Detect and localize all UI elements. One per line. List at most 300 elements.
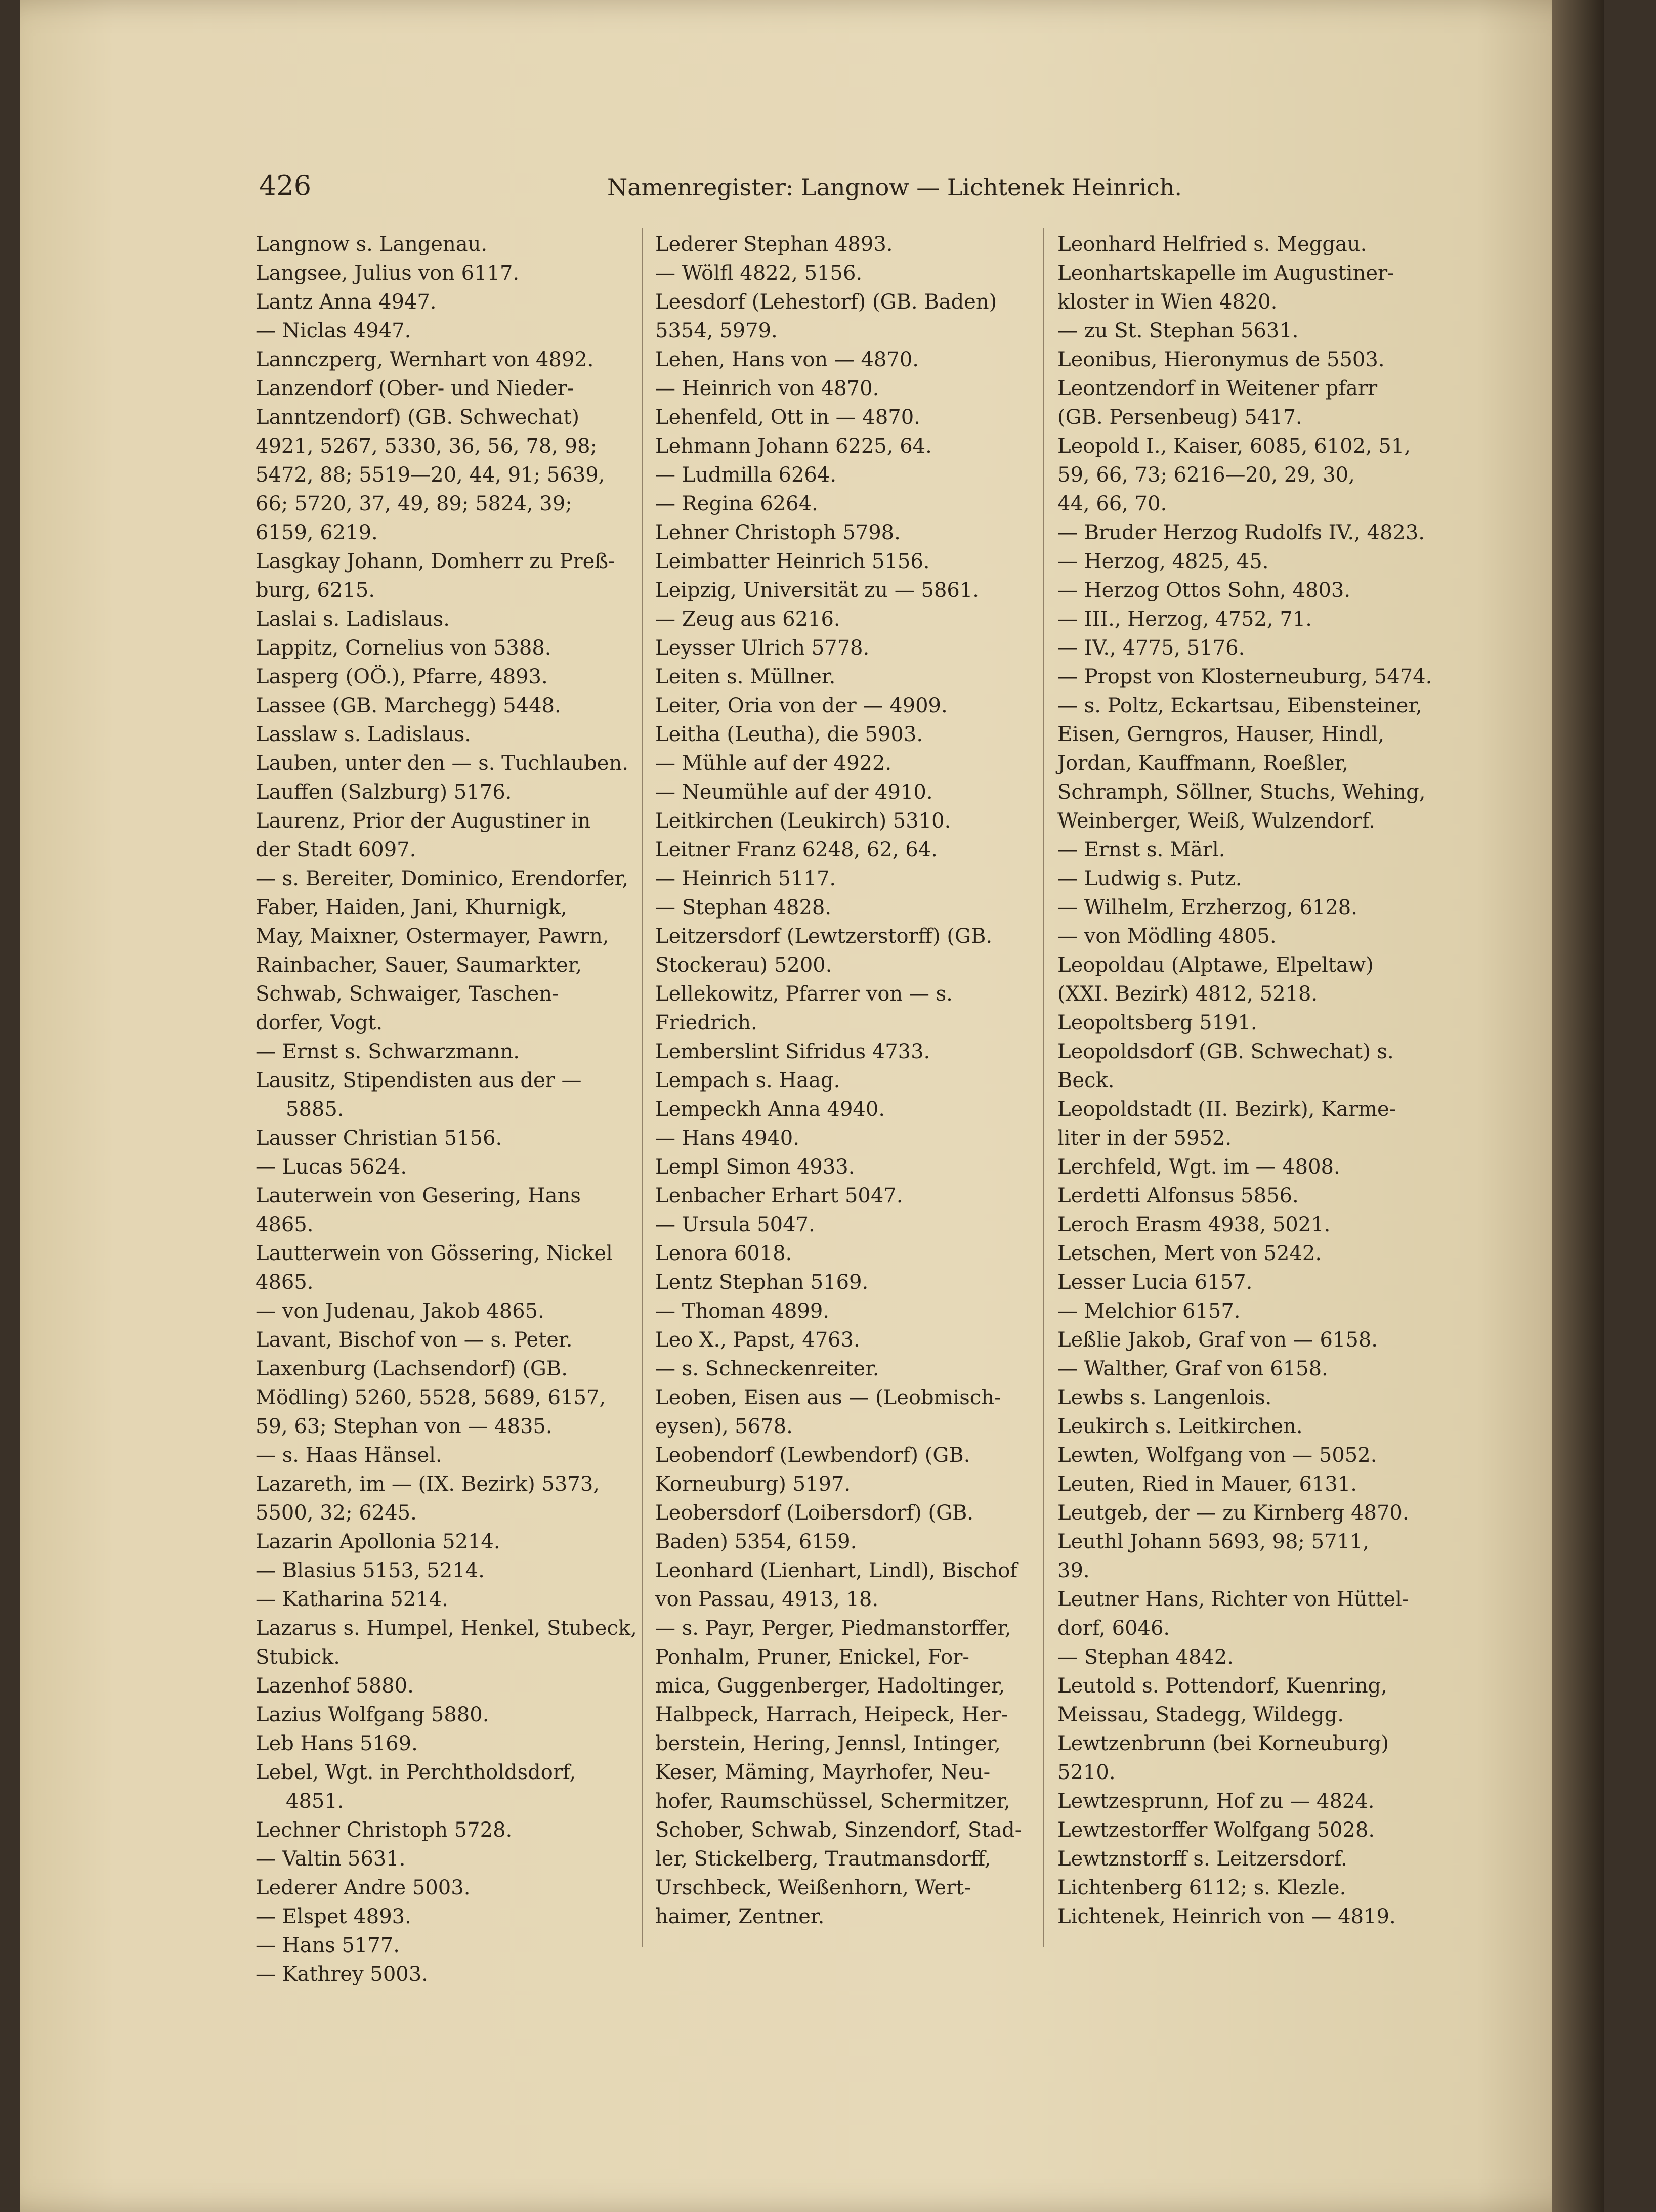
index-entry xyxy=(256,1239,640,1297)
entry-line: Leonhard Helfried s. Meggau. xyxy=(1057,233,1367,256)
entry-line: 6159, 6219. xyxy=(256,521,378,544)
entry-line: Lenbacher Erhart 5047. xyxy=(655,1184,903,1207)
index-entry xyxy=(1057,1585,1442,1643)
entry-line: — Lucas 5624. xyxy=(256,1155,407,1179)
index-entry xyxy=(655,1268,1040,1297)
entry-line: Schramph, Söllner, Stuchs, Wehing, xyxy=(1057,780,1426,804)
index-entry xyxy=(256,345,640,374)
index-entry xyxy=(256,605,640,634)
index-entry xyxy=(655,1239,1040,1268)
index-entry xyxy=(256,374,640,547)
entry-line: Lavant, Bischof von — s. Peter. xyxy=(256,1328,573,1352)
index-column-1 xyxy=(256,230,640,1989)
entry-line: — Elspet 4893. xyxy=(256,1905,411,1928)
entry-line: Lerchfeld, Wgt. im — 4808. xyxy=(1057,1155,1340,1179)
index-entry xyxy=(655,1326,1040,1355)
column-rule xyxy=(1043,228,1044,1947)
index-entry xyxy=(655,230,1040,259)
entry-line: — Wölfl 4822, 5156. xyxy=(655,262,863,285)
index-entry xyxy=(256,288,640,317)
entry-line: Leuten, Ried in Mauer, 6131. xyxy=(1057,1472,1357,1496)
entry-line: Laurenz, Prior der Augustiner in xyxy=(256,809,591,833)
entry-line: 4865. xyxy=(256,1271,314,1294)
entry-line: — Ursula 5047. xyxy=(655,1213,815,1236)
entry-line: Lempeckh Anna 4940. xyxy=(655,1098,885,1121)
entry-line: Keser, Mäming, Mayrhofer, Neu- xyxy=(655,1761,991,1784)
entry-line: Lewtzesprunn, Hof zu — 4824. xyxy=(1057,1790,1375,1813)
entry-line: May, Maixner, Ostermayer, Pawrn, xyxy=(256,925,609,948)
entry-line: Lauterwein von Gesering, Hans xyxy=(256,1184,581,1207)
index-entry xyxy=(655,1037,1040,1066)
entry-line: 59, 63; Stephan von — 4835. xyxy=(256,1415,553,1438)
index-entry xyxy=(1057,576,1442,605)
entry-line: Lausser Christian 5156. xyxy=(256,1126,502,1150)
index-entry xyxy=(256,1182,640,1239)
entry-line: Faber, Haiden, Jani, Khurnigk, xyxy=(256,896,567,919)
index-entry xyxy=(1057,1326,1442,1355)
entry-line: Leipzig, Universität zu — 5861. xyxy=(655,579,979,602)
index-entry xyxy=(1057,1297,1442,1326)
index-entry xyxy=(256,1672,640,1701)
index-entry xyxy=(655,864,1040,893)
index-entry xyxy=(256,1960,640,1989)
entry-line: Lichtenberg 6112; s. Klezle. xyxy=(1057,1876,1346,1899)
entry-line: Stockerau) 5200. xyxy=(655,953,832,977)
index-entry xyxy=(655,663,1040,691)
index-entry xyxy=(256,230,640,259)
index-entry xyxy=(256,547,640,605)
entry-line: Lempl Simon 4933. xyxy=(655,1155,855,1179)
entry-line: Rainbacher, Sauer, Saumarkter, xyxy=(256,953,582,977)
entry-line: (XXI. Bezirk) 4812, 5218. xyxy=(1057,982,1318,1006)
entry-line: — III., Herzog, 4752, 71. xyxy=(1057,608,1312,631)
index-entry xyxy=(1057,1787,1442,1816)
index-entry xyxy=(1057,922,1442,951)
entry-line: — Hans 4940. xyxy=(655,1126,799,1150)
entry-line: Lazarin Apollonia 5214. xyxy=(256,1530,500,1553)
entry-line: Lassee (GB. Marchegg) 5448. xyxy=(256,694,561,717)
entry-line: — Kathrey 5003. xyxy=(256,1963,428,1986)
index-entry xyxy=(655,374,1040,403)
entry-line: Lazareth, im — (IX. Bezirk) 5373, xyxy=(256,1472,600,1496)
entry-line: Lewtznstorff s. Leitzersdorf. xyxy=(1057,1847,1347,1871)
index-entry xyxy=(1057,1499,1442,1528)
index-entry xyxy=(1057,605,1442,634)
entry-line: — Hans 5177. xyxy=(256,1934,400,1957)
entry-line: — Propst von Klosterneuburg, 5474. xyxy=(1057,665,1432,688)
index-entry xyxy=(256,1729,640,1758)
entry-line: (GB. Persenbeug) 5417. xyxy=(1057,406,1302,429)
entry-line: — von Mödling 4805. xyxy=(1057,925,1277,948)
entry-line: Leimbatter Heinrich 5156. xyxy=(655,550,930,573)
entry-line: mica, Guggenberger, Hadoltinger, xyxy=(655,1674,1005,1698)
index-entry xyxy=(655,518,1040,547)
index-entry xyxy=(256,1326,640,1355)
index-entry xyxy=(1057,1239,1442,1268)
index-entry xyxy=(655,836,1040,864)
entry-line: Lewtzestorffer Wolfgang 5028. xyxy=(1057,1818,1375,1842)
entry-line: — s. Poltz, Eckartsau, Eibensteiner, xyxy=(1057,694,1422,717)
index-entry xyxy=(256,1037,640,1066)
index-entry xyxy=(256,864,640,1037)
entry-line: liter in der 5952. xyxy=(1057,1126,1232,1150)
index-entry xyxy=(655,403,1040,432)
entry-line: Lewten, Wolfgang von — 5052. xyxy=(1057,1444,1377,1467)
index-entry xyxy=(1057,634,1442,663)
entry-line: Leitzersdorf (Lewtzerstorff) (GB. xyxy=(655,925,993,948)
entry-line: Leobersdorf (Loibersdorf) (GB. xyxy=(655,1501,974,1525)
entry-line: 4865. xyxy=(256,1213,314,1236)
entry-line: Lazius Wolfgang 5880. xyxy=(256,1703,489,1726)
entry-line: — Walther, Graf von 6158. xyxy=(1057,1357,1328,1380)
entry-line: ler, Stickelberg, Trautmansdorff, xyxy=(655,1847,991,1871)
index-entry xyxy=(1057,1470,1442,1499)
entry-line: — Zeug aus 6216. xyxy=(655,608,840,631)
index-entry xyxy=(655,432,1040,461)
index-entry xyxy=(655,778,1040,807)
entry-line: Laxenburg (Lachsendorf) (GB. xyxy=(256,1357,568,1380)
entry-line: Leb Hans 5169. xyxy=(256,1732,418,1755)
entry-line: — Herzog, 4825, 45. xyxy=(1057,550,1269,573)
entry-line: Leonhard (Lienhart, Lindl), Bischof xyxy=(655,1559,1018,1582)
index-entry xyxy=(256,691,640,720)
entry-line: — Bruder Herzog Rudolfs IV., 4823. xyxy=(1057,521,1425,544)
index-entry xyxy=(1057,951,1442,1009)
entry-line: Lehner Christoph 5798. xyxy=(655,521,901,544)
entry-line: Leysser Ulrich 5778. xyxy=(655,636,870,660)
index-entry xyxy=(256,1758,640,1816)
entry-line: — Ludmilla 6264. xyxy=(655,463,837,487)
entry-line: berstein, Hering, Jennsl, Intinger, xyxy=(655,1732,1001,1755)
entry-line: Leutgeb, der — zu Kirnberg 4870. xyxy=(1057,1501,1409,1525)
index-entry xyxy=(256,749,640,778)
entry-line: Lehenfeld, Ott in — 4870. xyxy=(655,406,920,429)
entry-line: — Ernst s. Märl. xyxy=(1057,838,1225,861)
entry-line: Leopoldau (Alptawe, Elpeltaw) xyxy=(1057,953,1374,977)
index-entry xyxy=(655,605,1040,634)
index-column-2 xyxy=(655,230,1040,1931)
entry-line: — Herzog Ottos Sohn, 4803. xyxy=(1057,579,1351,602)
entry-line: Jordan, Kauffmann, Roeßler, xyxy=(1057,752,1349,775)
entry-line: — IV., 4775, 5176. xyxy=(1057,636,1245,660)
entry-line: — Niclas 4947. xyxy=(256,319,411,342)
entry-line: Leiten s. Müllner. xyxy=(655,665,836,688)
entry-line: — Ernst s. Schwarzmann. xyxy=(256,1040,520,1063)
index-entry xyxy=(1057,1009,1442,1037)
index-entry xyxy=(655,922,1040,980)
column-rule xyxy=(642,228,643,1947)
entry-line: — Thoman 4899. xyxy=(655,1299,830,1323)
entry-line: Leopold I., Kaiser, 6085, 6102, 51, xyxy=(1057,435,1411,458)
index-entry xyxy=(655,720,1040,749)
entry-line: 5500, 32; 6245. xyxy=(256,1501,417,1525)
index-entry xyxy=(1057,836,1442,864)
index-entry xyxy=(256,720,640,749)
entry-line: Langsee, Julius von 6117. xyxy=(256,262,520,285)
entry-line: Halbpeck, Harrach, Heipeck, Her- xyxy=(655,1703,1008,1726)
index-entry xyxy=(256,1297,640,1326)
page-header xyxy=(0,169,1656,215)
entry-line: Lazarus s. Humpel, Henkel, Stubeck, xyxy=(256,1617,637,1640)
index-entry xyxy=(1057,1268,1442,1297)
entry-line: Langnow s. Langenau. xyxy=(256,233,488,256)
index-entry xyxy=(655,1124,1040,1153)
entry-line: 5354, 5979. xyxy=(655,319,778,342)
index-entry xyxy=(1057,1528,1442,1585)
index-entry xyxy=(256,1528,640,1556)
index-entry xyxy=(1057,1643,1442,1672)
entry-line: Korneuburg) 5197. xyxy=(655,1472,851,1496)
entry-line: — zu St. Stephan 5631. xyxy=(1057,319,1299,342)
entry-line: Urschbeck, Weißenhorn, Wert- xyxy=(655,1876,971,1899)
entry-line: — Neumühle auf der 4910. xyxy=(655,780,933,804)
index-entry xyxy=(1057,1672,1442,1729)
entry-line: Leiter, Oria von der — 4909. xyxy=(655,694,948,717)
index-entry xyxy=(1057,432,1442,518)
entry-line: Leukirch s. Leitkirchen. xyxy=(1057,1415,1303,1438)
entry-line: — von Judenau, Jakob 4865. xyxy=(256,1299,544,1323)
entry-line: haimer, Zentner. xyxy=(655,1905,825,1928)
entry-line: Lenora 6018. xyxy=(655,1242,792,1265)
entry-line: Ponhalm, Pruner, Enickel, For- xyxy=(655,1645,969,1669)
entry-line: Mödling) 5260, 5528, 5689, 6157, xyxy=(256,1386,606,1409)
index-entry xyxy=(655,1556,1040,1614)
entry-line: Leopoldstadt (II. Bezirk), Karme- xyxy=(1057,1098,1396,1121)
entry-line: 44, 66, 70. xyxy=(1057,492,1167,515)
entry-line: Lanzendorf (Ober- und Nieder- xyxy=(256,377,574,400)
entry-line: Meissau, Stadegg, Wildegg. xyxy=(1057,1703,1344,1726)
index-entry xyxy=(655,749,1040,778)
index-entry xyxy=(1057,1902,1442,1931)
entry-line: kloster in Wien 4820. xyxy=(1057,290,1278,314)
index-entry xyxy=(1057,1845,1442,1874)
index-entry xyxy=(655,1441,1040,1499)
index-entry xyxy=(1057,1037,1442,1095)
entry-line: Lemberslint Sifridus 4733. xyxy=(655,1040,930,1063)
index-entry xyxy=(655,893,1040,922)
entry-line: — Stephan 4842. xyxy=(1057,1645,1234,1669)
entry-line: dorf, 6046. xyxy=(1057,1617,1170,1640)
entry-line: Leitner Franz 6248, 62, 64. xyxy=(655,838,938,861)
entry-line: — Heinrich von 4870. xyxy=(655,377,879,400)
index-entry xyxy=(655,1153,1040,1182)
index-entry xyxy=(655,259,1040,288)
index-entry xyxy=(1057,1816,1442,1845)
entry-line: Leutner Hans, Richter von Hüttel- xyxy=(1057,1588,1409,1611)
page-edge xyxy=(1552,0,1604,2212)
entry-line: Lederer Andre 5003. xyxy=(256,1876,471,1899)
entry-line: Schwab, Schwaiger, Taschen- xyxy=(256,982,559,1006)
entry-line: Leuthl Johann 5693, 98; 5711, xyxy=(1057,1530,1370,1553)
index-entry xyxy=(655,1095,1040,1124)
entry-line: 5210. xyxy=(1057,1761,1116,1784)
entry-line: Eisen, Gerngros, Hauser, Hindl, xyxy=(1057,723,1385,746)
entry-line: Leonibus, Hieronymus de 5503. xyxy=(1057,348,1385,371)
entry-line: Lautterwein von Gössering, Nickel xyxy=(256,1242,613,1265)
entry-line: Leontzendorf in Weitener pfarr xyxy=(1057,377,1378,400)
entry-line: — s. Schneckenreiter. xyxy=(655,1357,879,1380)
entry-line: Leopoltsberg 5191. xyxy=(1057,1011,1257,1034)
entry-line: Lehmann Johann 6225, 64. xyxy=(655,435,932,458)
entry-line: — Wilhelm, Erzherzog, 6128. xyxy=(1057,896,1357,919)
index-entry xyxy=(1057,1729,1442,1787)
entry-line: Lannczperg, Wernhart von 4892. xyxy=(256,348,594,371)
index-entry xyxy=(655,634,1040,663)
index-entry xyxy=(256,1066,640,1124)
entry-line: hofer, Raumschüssel, Schermitzer, xyxy=(655,1790,1010,1813)
entry-line: Lempach s. Haag. xyxy=(655,1069,840,1092)
entry-line: Lewbs s. Langenlois. xyxy=(1057,1386,1272,1409)
index-entry xyxy=(1057,518,1442,547)
entry-line: eysen), 5678. xyxy=(655,1415,793,1438)
index-entry xyxy=(1057,1210,1442,1239)
index-entry xyxy=(1057,1441,1442,1470)
index-entry xyxy=(1057,1182,1442,1210)
entry-line: — Ludwig s. Putz. xyxy=(1057,867,1242,890)
index-entry xyxy=(655,1499,1040,1556)
entry-line: Leitha (Leutha), die 5903. xyxy=(655,723,923,746)
index-entry xyxy=(1057,345,1442,374)
entry-line: — Mühle auf der 4922. xyxy=(655,752,892,775)
index-entry xyxy=(1057,893,1442,922)
index-entry xyxy=(256,1441,640,1470)
index-entry xyxy=(655,461,1040,490)
entry-line: Stubick. xyxy=(256,1645,340,1669)
entry-line: — Katharina 5214. xyxy=(256,1588,448,1611)
index-entry xyxy=(256,1556,640,1585)
index-entry xyxy=(655,807,1040,836)
entry-line: 59, 66, 73; 6216—20, 29, 30, xyxy=(1057,463,1355,487)
entry-line: Lausitz, Stipendisten aus der — 5885. xyxy=(256,1069,582,1121)
index-entry xyxy=(655,980,1040,1037)
entry-line: Leroch Erasm 4938, 5021. xyxy=(1057,1213,1331,1236)
entry-line: Lauben, unter den — s. Tuchlauben. xyxy=(256,752,628,775)
index-entry xyxy=(1057,1095,1442,1153)
entry-line: Laslai s. Ladislaus. xyxy=(256,608,450,631)
index-entry xyxy=(655,1182,1040,1210)
entry-line: Lasgkay Johann, Domherr zu Preß- xyxy=(256,550,615,573)
index-entry xyxy=(256,1701,640,1729)
index-entry xyxy=(256,1585,640,1614)
entry-line: Lerdetti Alfonsus 5856. xyxy=(1057,1184,1299,1207)
entry-line: Lauffen (Salzburg) 5176. xyxy=(256,780,512,804)
index-entry xyxy=(1057,1355,1442,1383)
index-entry xyxy=(256,1470,640,1528)
index-entry xyxy=(655,288,1040,345)
index-entry xyxy=(256,317,640,345)
index-entry xyxy=(256,1355,640,1441)
entry-line: 66; 5720, 37, 49, 89; 5824, 39; xyxy=(256,492,572,515)
entry-line: Friedrich. xyxy=(655,1011,757,1034)
index-entry xyxy=(655,1355,1040,1383)
entry-line: — Melchior 6157. xyxy=(1057,1299,1241,1323)
entry-line: Lazenhof 5880. xyxy=(256,1674,414,1698)
entry-line: Lellekowitz, Pfarrer von — s. xyxy=(655,982,953,1006)
index-entry xyxy=(655,1614,1040,1931)
index-entry xyxy=(1057,259,1442,317)
index-entry xyxy=(655,1383,1040,1441)
index-entry xyxy=(1057,1412,1442,1441)
index-entry xyxy=(1057,691,1442,836)
entry-line: Schober, Schwab, Sinzendorf, Stad- xyxy=(655,1818,1022,1842)
index-entry xyxy=(1057,374,1442,432)
page-number: 426 xyxy=(259,169,312,201)
index-column-3 xyxy=(1057,230,1442,1931)
index-entry xyxy=(256,259,640,288)
entry-line: Leo X., Papst, 4763. xyxy=(655,1328,860,1352)
index-entry xyxy=(1057,663,1442,691)
index-entry xyxy=(256,1874,640,1902)
entry-line: Lechner Christoph 5728. xyxy=(256,1818,513,1842)
entry-line: 5472, 88; 5519—20, 44, 91; 5639, xyxy=(256,463,605,487)
entry-line: Letschen, Mert von 5242. xyxy=(1057,1242,1322,1265)
index-entry xyxy=(256,663,640,691)
index-entry xyxy=(1057,547,1442,576)
entry-line: — Heinrich 5117. xyxy=(655,867,836,890)
entry-line: — s. Bereiter, Dominico, Erendorfer, xyxy=(256,867,629,890)
index-entry xyxy=(1057,230,1442,259)
index-entry xyxy=(1057,1383,1442,1412)
index-entry xyxy=(256,807,640,864)
index-entry xyxy=(655,547,1040,576)
entry-line: Leitkirchen (Leukirch) 5310. xyxy=(655,809,951,833)
index-entry xyxy=(655,691,1040,720)
entry-line: Lasperg (OÖ.), Pfarre, 4893. xyxy=(256,665,548,688)
entry-line: Lasslaw s. Ladislaus. xyxy=(256,723,471,746)
entry-line: 4921, 5267, 5330, 36, 56, 78, 98; xyxy=(256,435,598,458)
entry-line: Lanntzendorf) (GB. Schwechat) xyxy=(256,406,579,429)
index-entry xyxy=(256,1614,640,1672)
index-entry xyxy=(655,1297,1040,1326)
running-head: Namenregister: Langnow — Lichtenek Heinrich. xyxy=(607,174,1182,201)
entry-line: Beck. xyxy=(1057,1069,1115,1092)
index-entry xyxy=(256,1816,640,1845)
index-entry xyxy=(1057,864,1442,893)
index-entry xyxy=(256,1124,640,1153)
entry-line: Lebel, Wgt. in Perchtholdsdorf, 4851. xyxy=(256,1761,576,1813)
entry-line: Leoben, Eisen aus — (Leobmisch- xyxy=(655,1386,1001,1409)
entry-line: Lehen, Hans von — 4870. xyxy=(655,348,919,371)
entry-line: — Blasius 5153, 5214. xyxy=(256,1559,485,1582)
entry-line: burg, 6215. xyxy=(256,579,375,602)
entry-line: von Passau, 4913, 18. xyxy=(655,1588,879,1611)
entry-line: — Stephan 4828. xyxy=(655,896,832,919)
index-entry xyxy=(655,490,1040,518)
index-entry xyxy=(655,1210,1040,1239)
entry-line: Baden) 5354, 6159. xyxy=(655,1530,857,1553)
entry-line: Lichtenek, Heinrich von — 4819. xyxy=(1057,1905,1396,1928)
index-entry xyxy=(1057,1153,1442,1182)
index-entry xyxy=(256,1902,640,1931)
index-entry xyxy=(1057,1874,1442,1902)
index-entry xyxy=(655,345,1040,374)
entry-line: Weinberger, Weiß, Wulzendorf. xyxy=(1057,809,1375,833)
index-entry xyxy=(256,1845,640,1874)
entry-line: der Stadt 6097. xyxy=(256,838,416,861)
entry-line: Leßlie Jakob, Graf von — 6158. xyxy=(1057,1328,1378,1352)
index-entry xyxy=(655,1066,1040,1095)
entry-line: Lappitz, Cornelius von 5388. xyxy=(256,636,551,660)
entry-line: Leopoldsdorf (GB. Schwechat) s. xyxy=(1057,1040,1394,1063)
entry-line: — Valtin 5631. xyxy=(256,1847,406,1871)
entry-line: dorfer, Vogt. xyxy=(256,1011,383,1034)
entry-line: — s. Payr, Perger, Piedmanstorffer, xyxy=(655,1617,1011,1640)
index-entry xyxy=(256,634,640,663)
index-entry xyxy=(256,1931,640,1960)
entry-line: Leutold s. Pottendorf, Kuenring, xyxy=(1057,1674,1387,1698)
entry-line: Lentz Stephan 5169. xyxy=(655,1271,869,1294)
entry-line: — Regina 6264. xyxy=(655,492,818,515)
